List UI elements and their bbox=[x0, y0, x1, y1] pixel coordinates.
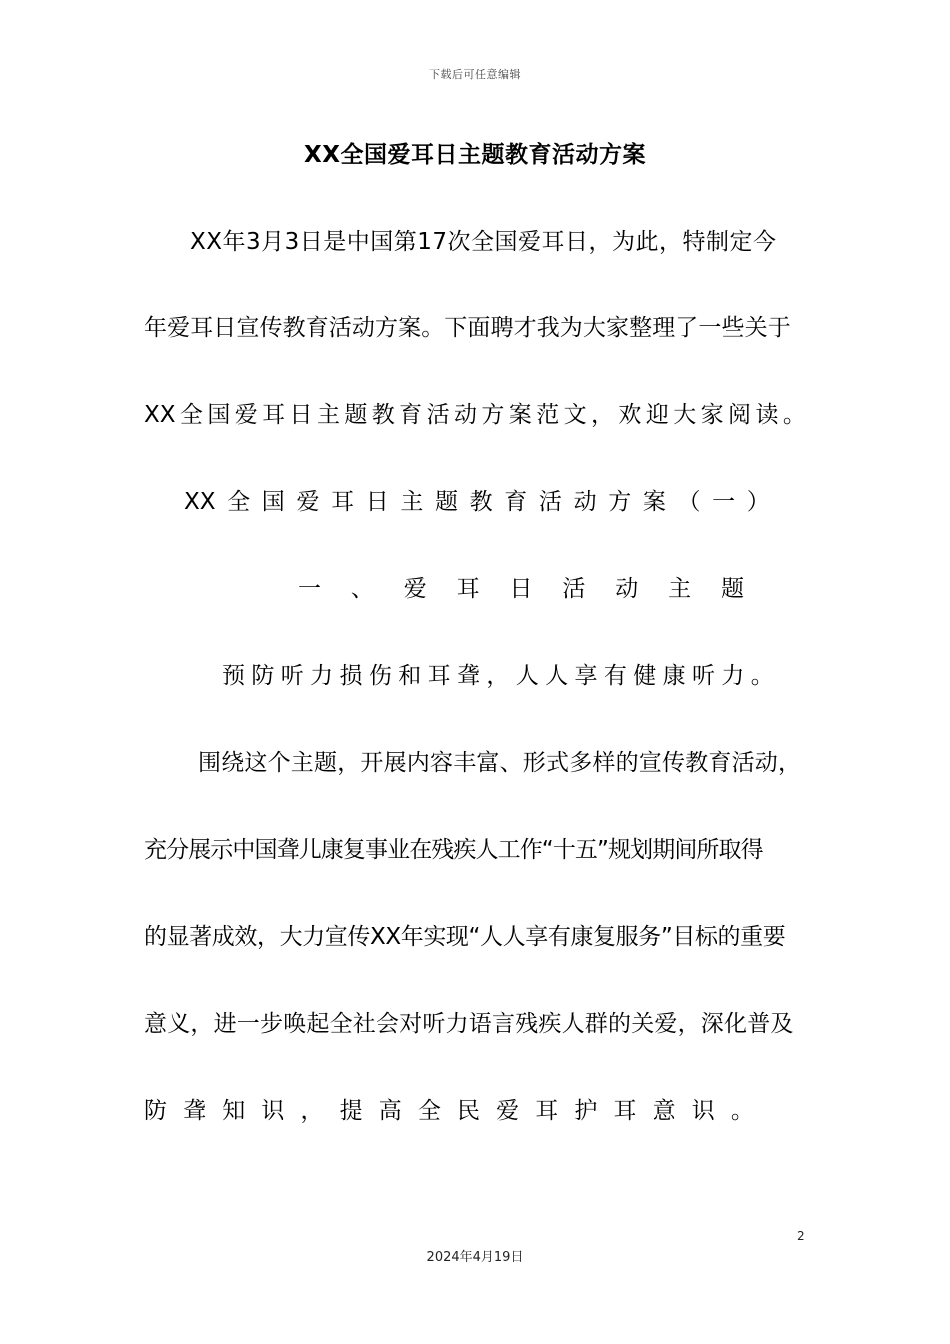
text-glyph: 大 bbox=[673, 402, 697, 428]
text-glyph: 力 bbox=[310, 663, 334, 689]
text-glyph: 听 bbox=[280, 663, 304, 689]
text-glyph: 题 bbox=[435, 489, 458, 515]
page-date: 2024年4月19日 bbox=[426, 1250, 524, 1265]
text-glyph: ， bbox=[300, 1098, 324, 1124]
text-glyph: 意 bbox=[652, 1098, 676, 1124]
text-glyph: 方 bbox=[481, 402, 505, 428]
text-glyph: 日 bbox=[509, 576, 533, 602]
text-glyph: 全 bbox=[417, 1098, 441, 1124]
text-glyph: 日 bbox=[365, 489, 389, 515]
text-glyph: 民 bbox=[457, 1098, 480, 1124]
text-glyph: 案 bbox=[642, 489, 666, 515]
text-glyph: 力 bbox=[721, 663, 745, 689]
text-glyph: 有 bbox=[603, 663, 627, 689]
paragraph-line-3 bbox=[144, 400, 806, 430]
text-glyph: 题 bbox=[344, 402, 368, 428]
text-glyph: 爱 bbox=[403, 576, 427, 602]
text-glyph: 方 bbox=[608, 489, 632, 515]
text-glyph: 伤 bbox=[368, 663, 392, 689]
text-glyph: 耳 bbox=[613, 1098, 637, 1124]
text-glyph: 国 bbox=[207, 402, 231, 428]
text-glyph: 题 bbox=[721, 576, 744, 602]
text-glyph: 防 bbox=[144, 1098, 167, 1124]
text-glyph: ） bbox=[746, 489, 770, 515]
subsection-heading-1 bbox=[298, 574, 744, 604]
text-glyph: 读 bbox=[755, 402, 779, 428]
paragraph-line-4: 围绕这个主题，开展内容丰富、形式多样的宣传教育活动， bbox=[198, 750, 802, 776]
text-glyph: 爱 bbox=[496, 1098, 520, 1124]
text-glyph: 和 bbox=[398, 663, 422, 689]
text-glyph: 耳 bbox=[262, 402, 286, 428]
text-glyph: ， bbox=[486, 663, 510, 689]
text-glyph: 迎 bbox=[645, 402, 669, 428]
paragraph-line-6: 的显著成效，大力宣传XX年实现“人人享有康复服务”目标的重要 bbox=[144, 924, 786, 950]
text-glyph: 康 bbox=[662, 663, 686, 689]
text-glyph: 动 bbox=[615, 576, 639, 602]
text-glyph: 动 bbox=[453, 402, 477, 428]
text-glyph: 爱 bbox=[234, 402, 258, 428]
text-glyph: 育 bbox=[504, 489, 528, 515]
paragraph-line-2: 年爱耳日宣传教育活动方案。下面聘才我为大家整理了一些关于 bbox=[144, 315, 791, 341]
section-heading-1 bbox=[184, 487, 770, 517]
text-glyph: 知 bbox=[222, 1098, 246, 1124]
page-header-note: 下载后可任意编辑 bbox=[429, 68, 521, 81]
text-glyph: 育 bbox=[399, 402, 423, 428]
text-glyph: 耳 bbox=[535, 1098, 559, 1124]
text-glyph: 损 bbox=[339, 663, 363, 689]
text-glyph: 。 bbox=[730, 1098, 754, 1124]
text-glyph: 。 bbox=[782, 402, 806, 428]
text-glyph: 活 bbox=[562, 576, 586, 602]
text-glyph: 范 bbox=[536, 402, 560, 428]
text-glyph: 活 bbox=[538, 489, 562, 515]
text-glyph: 家 bbox=[700, 402, 724, 428]
text-glyph: 动 bbox=[573, 489, 597, 515]
text-glyph: XX bbox=[144, 402, 176, 428]
text-glyph: 全 bbox=[227, 489, 251, 515]
text-glyph: 案 bbox=[508, 402, 532, 428]
text-glyph: 人 bbox=[545, 663, 569, 689]
text-glyph: 一 bbox=[712, 489, 736, 515]
text-glyph: 。 bbox=[750, 663, 774, 689]
text-glyph: 提 bbox=[339, 1098, 363, 1124]
text-glyph: 爱 bbox=[296, 489, 320, 515]
text-glyph: 活 bbox=[426, 402, 450, 428]
text-glyph: 主 bbox=[316, 402, 340, 428]
text-glyph: 聋 bbox=[457, 663, 480, 689]
text-glyph: 教 bbox=[371, 402, 395, 428]
text-glyph: 护 bbox=[574, 1098, 598, 1124]
text-glyph: ， bbox=[591, 402, 615, 428]
theme-statement bbox=[222, 661, 774, 691]
page-number: 2 bbox=[797, 1229, 805, 1243]
text-glyph: 主 bbox=[668, 576, 692, 602]
text-glyph: 日 bbox=[289, 402, 313, 428]
text-glyph: 防 bbox=[251, 663, 275, 689]
text-glyph: 、 bbox=[350, 576, 374, 602]
text-glyph: 聋 bbox=[183, 1098, 207, 1124]
text-glyph: 识 bbox=[691, 1098, 715, 1124]
text-glyph: 人 bbox=[515, 663, 539, 689]
paragraph-line-5: 充分展示中国聋儿康复事业在残疾人工作“十五”规划期间所取得 bbox=[144, 837, 763, 863]
text-glyph: 耳 bbox=[456, 576, 480, 602]
text-glyph: 全 bbox=[179, 402, 203, 428]
text-glyph: 阅 bbox=[728, 402, 752, 428]
text-glyph: 健 bbox=[633, 663, 657, 689]
text-glyph: 文 bbox=[563, 402, 587, 428]
text-glyph: XX bbox=[184, 489, 216, 515]
text-glyph: 主 bbox=[400, 489, 424, 515]
paragraph-line-1: XX年3月3日是中国第17次全国爱耳日，为此，特制定今 bbox=[190, 229, 777, 255]
text-glyph: 耳 bbox=[331, 489, 355, 515]
text-glyph: 预 bbox=[222, 663, 245, 689]
paragraph-line-7: 意义，进一步唤起全社会对听力语言残疾人群的关爱，深化普及 bbox=[144, 1011, 794, 1037]
text-glyph: 识 bbox=[261, 1098, 285, 1124]
paragraph-line-8 bbox=[144, 1096, 754, 1126]
text-glyph: 国 bbox=[261, 489, 285, 515]
text-glyph: 听 bbox=[692, 663, 715, 689]
text-glyph: （ bbox=[677, 489, 701, 515]
text-glyph: 教 bbox=[469, 489, 493, 515]
text-glyph: 一 bbox=[298, 576, 321, 602]
text-glyph: 享 bbox=[574, 663, 598, 689]
text-glyph: 欢 bbox=[618, 402, 642, 428]
text-glyph: 耳 bbox=[427, 663, 451, 689]
text-glyph: 高 bbox=[378, 1098, 402, 1124]
document-title: XX全国爱耳日主题教育活动方案 bbox=[304, 142, 646, 168]
